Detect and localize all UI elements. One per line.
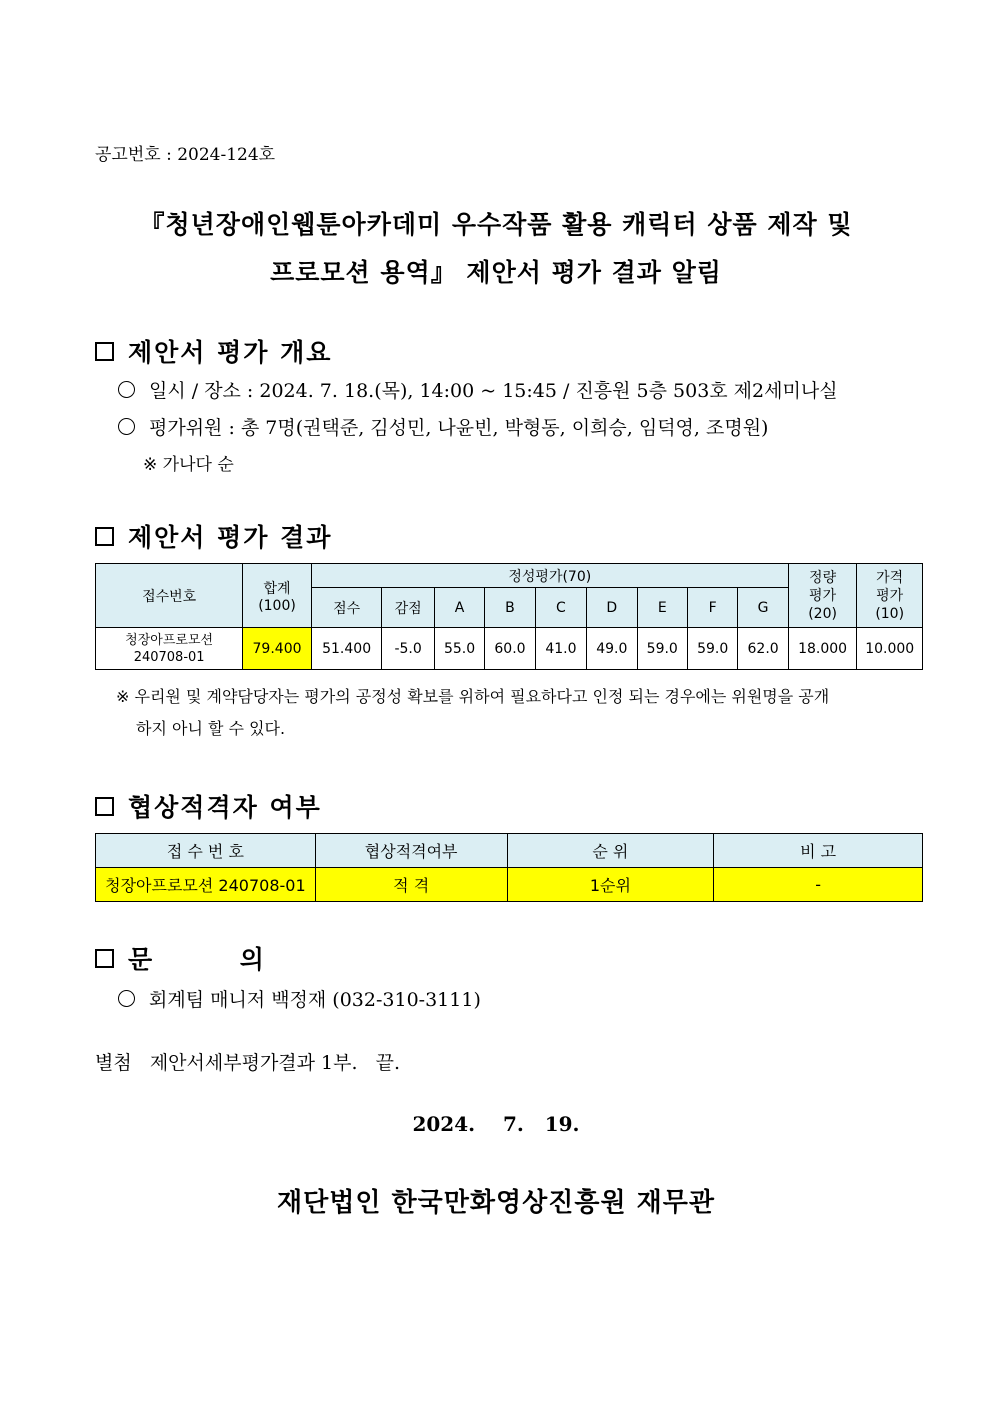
overview-item-datetime xyxy=(118,376,838,403)
header-receipt: 접수번호 xyxy=(96,564,243,628)
cell-d: 49.0 xyxy=(587,628,637,670)
eligibility-table xyxy=(95,833,923,902)
header-f: F xyxy=(687,588,737,628)
cell-quantitative: 18.000 xyxy=(788,628,857,670)
header-total xyxy=(243,564,312,628)
header-price-line3: (10) xyxy=(875,605,905,622)
header-eligibility-remarks: 비 고 xyxy=(714,834,923,868)
cell-f: 59.0 xyxy=(687,628,737,670)
header-a: A xyxy=(434,588,484,628)
section-overview-heading xyxy=(95,333,332,369)
cell-g: 62.0 xyxy=(738,628,788,670)
cell-price: 10.000 xyxy=(857,628,923,670)
header-eligibility-status: 협상적격여부 xyxy=(315,834,507,868)
table-row xyxy=(96,628,923,670)
header-deduction: 감점 xyxy=(382,588,434,628)
header-quant-line2: 평가 xyxy=(809,587,837,604)
contact-text: 회계팀 매니저 백정재 (032-310-3111) xyxy=(149,989,481,1011)
header-qualitative: 정성평가(70) xyxy=(311,564,788,588)
cell-deduction: -5.0 xyxy=(382,628,434,670)
overview-item-committee-text: 평가위원 : 총 7명(권택준, 김성민, 나윤빈, 박형동, 이희승, 임덕영, 조명원) xyxy=(149,417,769,439)
header-eligibility-receipt: 접 수 번 호 xyxy=(96,834,316,868)
header-total-sub: (100) xyxy=(258,597,296,614)
header-price-line1: 가격 xyxy=(876,569,904,586)
section-contact-title: 문 의 xyxy=(128,945,266,974)
document-title-line1: 『청년장애인웹툰아카데미 우수작품 활용 캐릭터 상품 제작 및 xyxy=(139,210,853,239)
cell-b: 60.0 xyxy=(485,628,535,670)
header-score: 점수 xyxy=(311,588,382,628)
cell-eligibility-status: 적 격 xyxy=(315,868,507,902)
section-overview-title: 제안서 평가 개요 xyxy=(128,338,333,367)
checkbox-square-icon xyxy=(95,797,114,816)
cell-eligibility-remarks: - xyxy=(714,868,923,902)
checkbox-square-icon xyxy=(95,342,114,361)
evaluation-result-table xyxy=(95,563,923,670)
circle-bullet-icon xyxy=(118,990,135,1007)
contact-item xyxy=(118,985,481,1012)
cell-receipt-line2: 240708-01 xyxy=(133,649,205,665)
circle-bullet-icon xyxy=(118,418,135,435)
header-e: E xyxy=(637,588,687,628)
cell-total: 79.400 xyxy=(243,628,312,670)
header-g: G xyxy=(738,588,788,628)
result-note-line1: ※ 우리원 및 계약담당자는 평가의 공정성 확보를 위하여 필요하다고 인정 되는 경우에는 위원명을 공개 xyxy=(116,687,830,706)
cell-eligibility-rank: 1순위 xyxy=(507,868,714,902)
result-note-line2: 하지 아니 할 수 있다. xyxy=(136,719,286,738)
header-total-label: 합계 xyxy=(263,580,291,597)
section-eligibility-heading xyxy=(95,788,322,824)
issuing-organization: 재단법인 한국만화영상진흥원 재무관 xyxy=(277,1188,715,1218)
section-result-title: 제안서 평가 결과 xyxy=(128,523,333,552)
overview-note: ※ 가나다 순 xyxy=(143,455,234,475)
cell-a: 55.0 xyxy=(434,628,484,670)
header-quantitative xyxy=(788,564,857,628)
section-result-heading xyxy=(95,518,332,554)
checkbox-square-icon xyxy=(95,527,114,546)
notice-number: 공고번호 : 2024-124호 xyxy=(95,145,276,165)
header-quant-line1: 정량 xyxy=(809,569,837,586)
overview-item-datetime-text: 일시 / 장소 : 2024. 7. 18.(목), 14:00 ~ 15:45 / 진흥원 5층 503호 제2세미나실 xyxy=(149,380,838,402)
cell-receipt xyxy=(96,628,243,670)
circle-bullet-icon xyxy=(118,381,135,398)
cell-score: 51.400 xyxy=(311,628,382,670)
header-eligibility-rank: 순 위 xyxy=(507,834,714,868)
document-date: 2024. 7. 19. xyxy=(412,1112,580,1136)
header-c: C xyxy=(535,588,586,628)
overview-item-committee xyxy=(118,413,768,440)
cell-eligibility-receipt: 청장아프로모션 240708-01 xyxy=(96,868,316,902)
header-price xyxy=(857,564,923,628)
checkbox-square-icon xyxy=(95,949,114,968)
header-quant-line3: (20) xyxy=(808,605,837,622)
cell-e: 59.0 xyxy=(637,628,687,670)
header-b: B xyxy=(485,588,535,628)
header-d: D xyxy=(587,588,637,628)
cell-receipt-line1: 청장아프로모션 xyxy=(125,632,214,648)
section-contact-heading xyxy=(95,940,266,976)
attachment-line: 별첨 제안서세부평가결과 1부. 끝. xyxy=(95,1052,401,1074)
header-price-line2: 평가 xyxy=(876,587,904,604)
section-eligibility-title: 협상적격자 여부 xyxy=(128,793,322,822)
cell-c: 41.0 xyxy=(535,628,586,670)
document-title-line2: 프로모션 용역』 제안서 평가 결과 알림 xyxy=(270,258,722,287)
table-row xyxy=(96,868,923,902)
